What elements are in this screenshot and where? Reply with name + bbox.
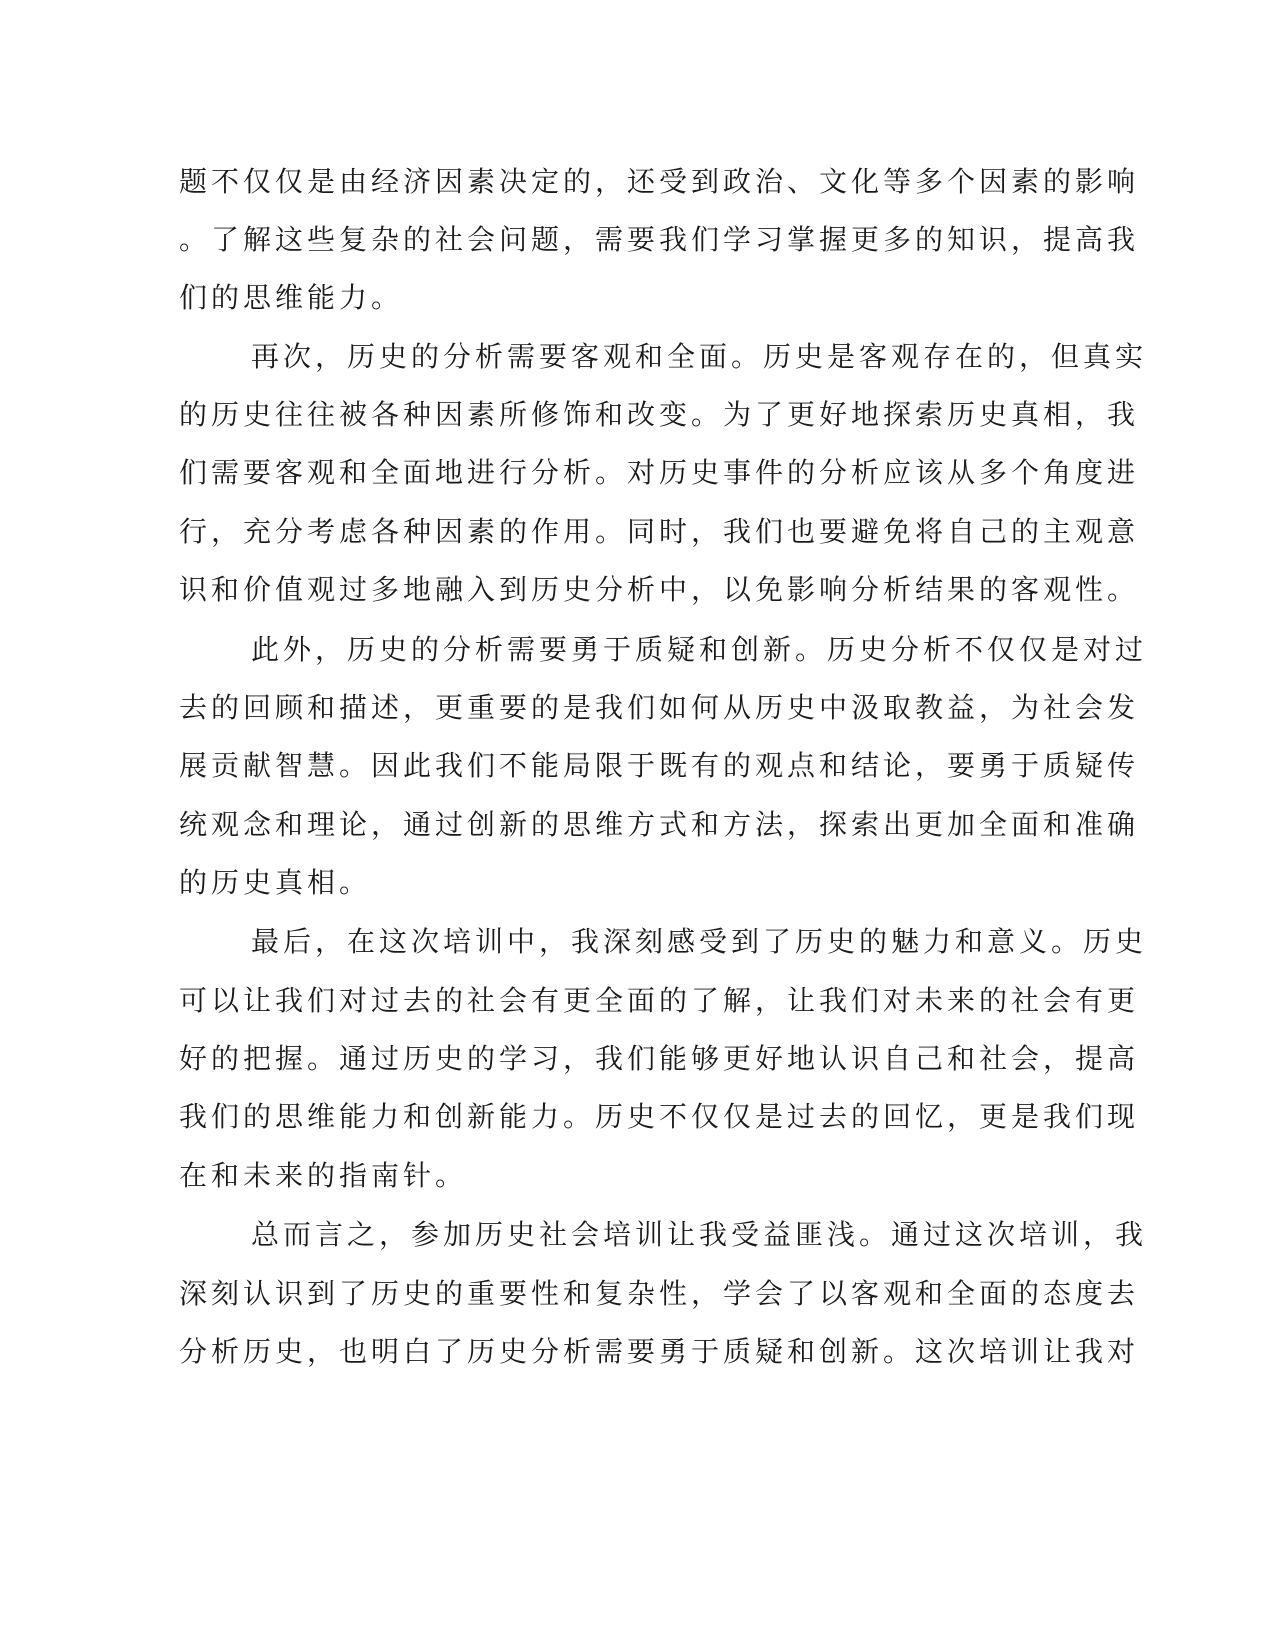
paragraph-4-line-1: 最后，在这次培训中，我深刻感受到了历史的魅力和意义。历史 bbox=[251, 925, 1148, 958]
paragraph-5-line-2: 深刻认识到了历史的重要性和复杂性，学会了以客观和全面的态度去 bbox=[179, 1277, 1140, 1310]
paragraph-5-line-1: 总而言之，参加历史社会培训让我受益匪浅。通过这次培训，我 bbox=[251, 1218, 1148, 1251]
paragraph-2-line-1: 再次，历史的分析需要客观和全面。历史是客观存在的，但真实 bbox=[251, 340, 1148, 373]
paragraph-1-line-1: 题不仅仅是由经济因素决定的，还受到政治、文化等多个因素的影响 bbox=[179, 165, 1140, 198]
paragraph-4-line-3: 好的把握。通过历史的学习，我们能够更好地认识自己和社会，提高 bbox=[179, 1042, 1140, 1075]
paragraph-2-line-5: 识和价值观过多地融入到历史分析中，以免影响分析结果的客观性。 bbox=[179, 573, 1140, 606]
paragraph-3-line-5: 的历史真相。 bbox=[179, 866, 372, 899]
paragraph-1-line-2: 。了解这些复杂的社会问题，需要我们学习掌握更多的知识，提高我 bbox=[179, 223, 1140, 256]
paragraph-3-line-4: 统观念和理论，通过创新的思维方式和方法，探索出更加全面和准确 bbox=[179, 808, 1140, 841]
paragraph-5-line-3: 分析历史，也明白了历史分析需要勇于质疑和创新。这次培训让我对 bbox=[179, 1335, 1140, 1368]
paragraph-4-line-2: 可以让我们对过去的社会有更全面的了解，让我们对未来的社会有更 bbox=[179, 984, 1140, 1017]
paragraph-3-line-2: 去的回顾和描述，更重要的是我们如何从历史中汲取教益，为社会发 bbox=[179, 691, 1140, 724]
paragraph-3-line-3: 展贡献智慧。因此我们不能局限于既有的观点和结论，要勇于质疑传 bbox=[179, 749, 1140, 782]
paragraph-3-line-1: 此外，历史的分析需要勇于质疑和创新。历史分析不仅仅是对过 bbox=[251, 633, 1148, 666]
paragraph-4-line-4: 我们的思维能力和创新能力。历史不仅仅是过去的回忆，更是我们现 bbox=[179, 1100, 1140, 1133]
paragraph-2-line-2: 的历史往往被各种因素所修饰和改变。为了更好地探索历史真相，我 bbox=[179, 398, 1140, 431]
paragraph-2-line-3: 们需要客观和全面地进行分析。对历史事件的分析应该从多个角度进 bbox=[179, 456, 1140, 489]
paragraph-1-line-3: 们的思维能力。 bbox=[179, 281, 404, 314]
paragraph-4-line-5: 在和未来的指南针。 bbox=[179, 1159, 468, 1192]
paragraph-2-line-4: 行，充分考虑各种因素的作用。同时，我们也要避免将自己的主观意 bbox=[179, 515, 1140, 548]
